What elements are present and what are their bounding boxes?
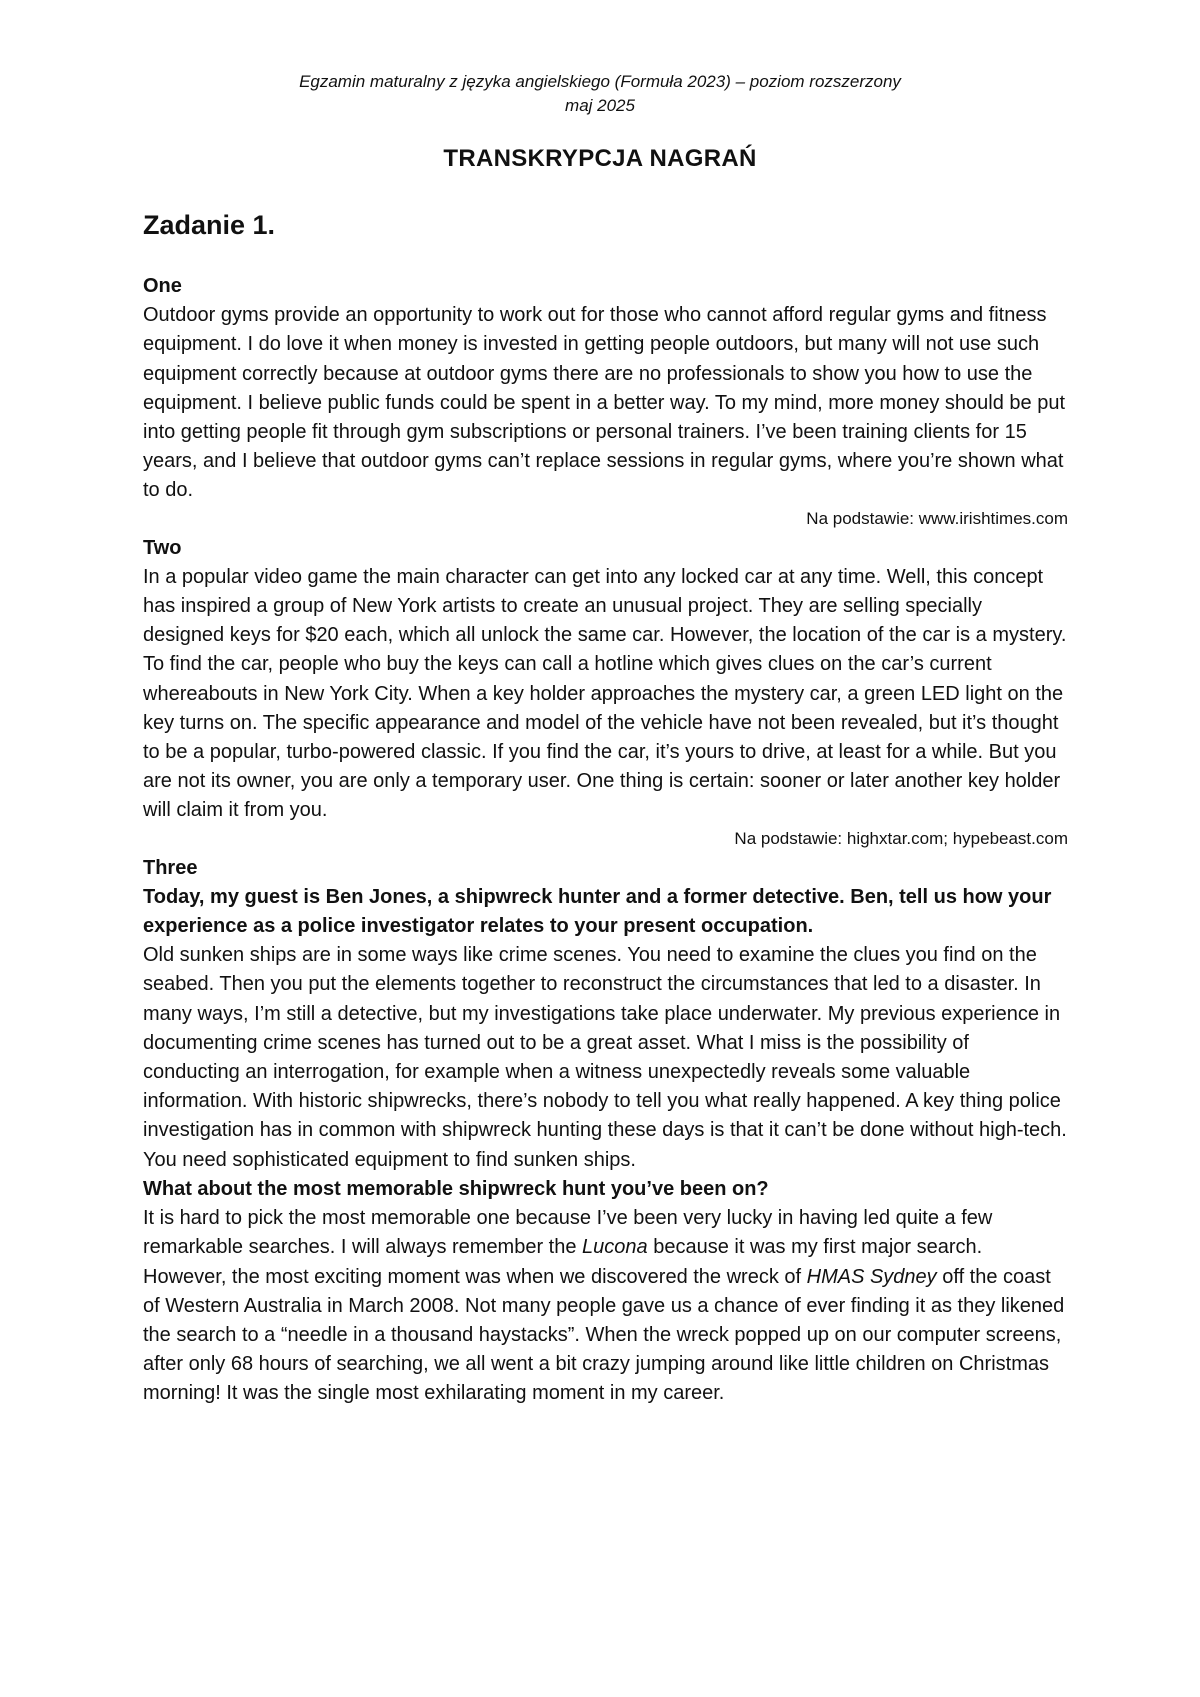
interview-question-2: What about the most memorable shipwreck hunt you’ve been on? [143,1177,769,1200]
interview-question-1: Today, my guest is Ben Jones, a shipwreck hunter and a former detective. Ben, tell us how your experience as a police investigator relates to your present occupation. [143,885,1052,938]
ship-name-hmas-sydney: HMAS Sydney [806,1265,937,1288]
section-two [143,534,1068,850]
interview-answer-1: Old sunken ships are in some ways like crime scenes. You need to examine the clues you find on the seabed. Then you put the elements together to reconstruct the circumstances that led to a disaster. In many ways, I’m still a detective, but my investigations take place underwater. My previous experience in documenting crime scenes has turned out to be a great asset. What I miss is the possibility of conducting an interrogation, for example when a witness unexpectedly reveals some valuable information. With historic shipwrecks, there’s nobody to tell you what really happened. A key thing police investigation has in common with shipwreck hunting these days is that it can’t be done without high-tech. You need sophisticated equipment to find sunken ships. [143,944,1067,1171]
exam-header-line1: Egzamin maturalny z języka angielskiego (Formuła 2023) – poziom rozszerzony [299,72,901,91]
section-two-label: Two [143,536,182,559]
section-two-source: Na podstawie: highxtar.com; hypebeast.com [734,828,1068,848]
section-one-label: One [143,275,182,297]
section-one [143,272,1068,530]
ship-name-lucona: Lucona [582,1236,648,1259]
transcript-content [143,272,1068,1409]
document-title: TRANSKRYPCJA NAGRAŃ [443,145,757,172]
answer-2-text-b: because it was my first major search. However, the most exciting moment was when we discovered the wreck of [143,1236,983,1288]
section-three-label: Three [143,856,198,879]
exam-header-line2: maj 2025 [565,96,635,115]
section-one-text: Outdoor gyms provide an opportunity to work out for those who cannot afford regular gyms and fitness equipment. I do love it when money is invested in getting people outdoors, but many will not use such equipment correctly because at outdoor gyms there are no professionals to show you how to use the equipment. I believe public funds could be spent in a better way. To my mind, more money should be put into getting people fit through gym subscriptions or personal trainers. I’ve been training clients for 15 years, and I believe that outdoor gyms can’t replace sessions in regular gyms, where you’re shown what to do. [143,304,1066,502]
section-two-text: In a popular video game the main character can get into any locked car at any time. Well, this concept has inspired a group of New York artists to create an unusual project. They are selling specially designed keys for $20 each, which all unlock the same car. However, the location of the car is a mystery. To find the car, people who buy the keys can call a hotline which gives clues on the car’s current whereabouts in New York City. When a key holder approaches the mystery car, a green LED light on the key turns on. The specific appearance and model of the vehicle have not been revealed, but it’s thought to be a popular, turbo-powered classic. If you find the car, it’s yours to drive, at least for a while. But you are not its owner, you are only a temporary user. One thing is certain: sooner or later another key holder will claim it from you. [143,565,1067,822]
answer-2-text-a: It is hard to pick the most memorable one because I’ve been very lucky in having led quite a few remarkable searches. I will always remember the [143,1207,993,1259]
task-heading: Zadanie 1. [143,210,276,240]
interview-answer-2 [143,1204,1068,1408]
exam-header [0,70,1200,118]
section-three [143,854,1068,1409]
section-one-source: Na podstawie: www.irishtimes.com [806,508,1068,528]
answer-2-text-c: off the coast of Western Australia in March 2008. Not many people gave us a chance of ever finding it as they likened the search to a “needle in a thousand haystacks”. When the wreck popped up on our computer screens, after only 68 hours of searching, we all went a bit crazy jumping around like little children on Christmas morning! It was the single most exhilarating moment in my career. [143,1265,1065,1405]
